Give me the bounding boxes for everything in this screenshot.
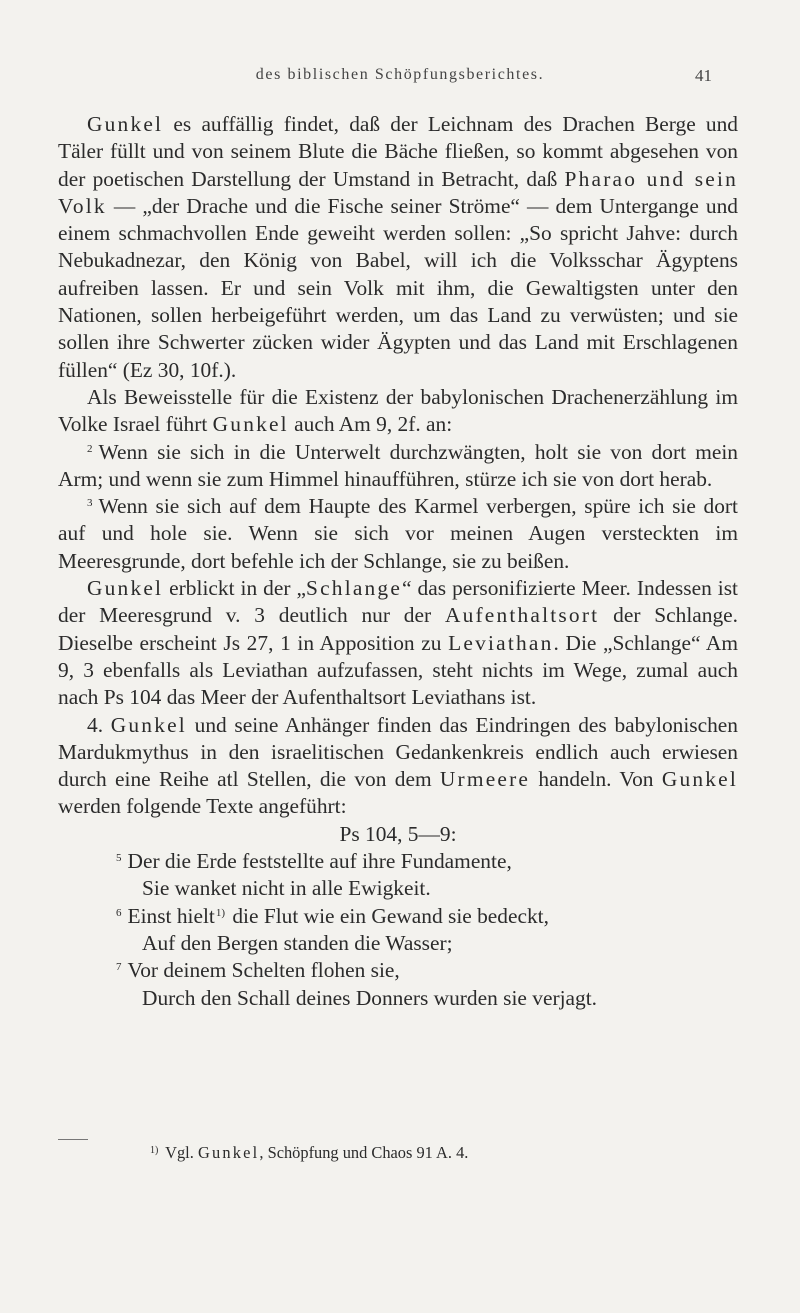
text-run: werden folgende Texte angeführt: bbox=[58, 794, 347, 819]
text-run: auch Am 9, 2f. an: bbox=[288, 412, 453, 437]
verse-number: 3 bbox=[87, 497, 93, 510]
author-name: Gunkel bbox=[212, 412, 289, 437]
spaced-text: Leviathan bbox=[448, 630, 554, 655]
author-name: Gunkel bbox=[197, 1143, 260, 1162]
verse-am-9-3 bbox=[58, 493, 738, 575]
running-title: des biblischen Schöpfungsberichtes. bbox=[255, 66, 545, 83]
text-run: und seine Anhänger finden das Eindringen des babylonischen Mardukmythus in den israelitischen Gedankenkreis endlich auch erwiesen durch eine Reihe atl Stellen, die von dem bbox=[58, 712, 738, 792]
author-name: Gunkel bbox=[87, 576, 164, 601]
psalm-line-text: Vor deinem Schelten flohen sie, bbox=[127, 958, 400, 983]
text-run: . Die „Schlange“ Am 9, 3 ebenfalls als Leviathan aufzufassen, steht nichts im Wege, zumal auch nach Ps 104 das Meer der Aufenthaltsort Leviathans ist. bbox=[58, 630, 739, 710]
text-run: der Schlange. Dieselbe erscheint Js 27, 1 in Apposition zu bbox=[58, 603, 739, 655]
footnote-rule bbox=[58, 1139, 88, 1140]
psalm-line bbox=[58, 848, 738, 875]
footnote-reference[interactable]: 1) bbox=[215, 906, 226, 919]
psalm-line-text: Einst hielt bbox=[127, 903, 215, 928]
psalm-line: Auf den Bergen standen die Wasser; bbox=[142, 930, 453, 955]
paragraph-beweisstelle bbox=[58, 384, 738, 439]
text-run: — „der Drache und die Fische seiner Ströme“ — dem Untergange und einem schmachvollen Ende geweiht werden sollen: „So spricht Jahve: durch Nebukadnezar, den König von Babel, will ich die Volksschar Ägyptens aufreiben lassen. Er und sein Volk mit ihm, die Gewaltigsten unter den Nationen, sollen herbeigeführt werden, um das Land zu verwüsten; und sie sollen ihre Schwerter zücken wider Ägypten und das Land mit Erschlagenen füllen“ (Ez 30, 10f.). bbox=[58, 193, 738, 382]
section-number: 4. bbox=[87, 712, 111, 737]
paragraph-urmeer bbox=[58, 712, 738, 821]
body-text bbox=[58, 111, 738, 1012]
footnote-mark: 1) bbox=[150, 1145, 159, 1156]
verse-number: 7 bbox=[116, 961, 122, 974]
verse-number: 5 bbox=[116, 852, 122, 865]
psalm-line: Sie wanket nicht in alle Ewigkeit. bbox=[142, 876, 431, 901]
author-name: Gunkel bbox=[87, 112, 164, 136]
verse-number: 2 bbox=[87, 442, 93, 455]
spaced-text: Schlange bbox=[306, 576, 403, 601]
spaced-text: Pharao und sein Volk bbox=[58, 166, 738, 218]
verse-am-9-2 bbox=[58, 439, 738, 494]
verse-text: Wenn sie sich auf dem Haupte des Karmel verbergen, spüre ich sie dort auf und hole sie. Wenn sie sich vor meinen Augen versteckten im Meeresgrunde, dort befehle ich der Schlange, sie zu beißen. bbox=[58, 494, 738, 573]
text-run: Als Beweisstelle für die Existenz der babylonischen Drachenerzählung im Volke Israel führt bbox=[58, 384, 738, 437]
page-number: 41 bbox=[695, 66, 712, 85]
text-run: , Schöpfung und Chaos 91 A. 4. bbox=[259, 1143, 469, 1162]
text-run: es auffällig findet, daß der Leichnam des Drachen Berge und Täler füllt und von seinem Blute die Bäche fließen, so kommt abgesehen von der poetischen Darstellung der Umstand in Betracht, daß bbox=[58, 112, 738, 191]
psalm-line-text: die Flut wie ein Gewand sie bedeckt, bbox=[227, 903, 549, 928]
verse-text: Wenn sie sich in die Unterwelt durchzwängten, holt sie von dort mein Arm; und wenn sie zum Himmel hinaufführen, stürze ich sie von dort herab. bbox=[58, 439, 738, 491]
spaced-text: Aufenthaltsort bbox=[444, 603, 600, 628]
footnote bbox=[150, 1142, 750, 1164]
author-name: Gunkel bbox=[110, 712, 187, 737]
paragraph-gunkel-drache bbox=[58, 111, 738, 384]
psalm-line bbox=[58, 957, 738, 984]
verse-number: 6 bbox=[116, 906, 122, 919]
psalm-line-text: Der die Erde feststellte auf ihre Fundamente, bbox=[127, 849, 512, 874]
psalm-reference: Ps 104, 5—9: bbox=[339, 821, 457, 846]
text-run: “ das personifizierte Meer. Indessen ist der Meeresgrund v. 3 deutlich nur der bbox=[58, 576, 738, 628]
spaced-text: Urmeere bbox=[439, 767, 531, 792]
text-run: handeln. Von bbox=[530, 767, 662, 792]
psalm-line bbox=[58, 903, 738, 930]
text-run: erblickt in der „ bbox=[163, 576, 307, 601]
text-run: Vgl. bbox=[161, 1143, 198, 1162]
author-name: Gunkel bbox=[661, 767, 738, 792]
psalm-line: Durch den Schall deines Donners wurden sie verjagt. bbox=[142, 985, 598, 1010]
running-head bbox=[0, 66, 800, 92]
paragraph-schlange bbox=[58, 575, 738, 711]
